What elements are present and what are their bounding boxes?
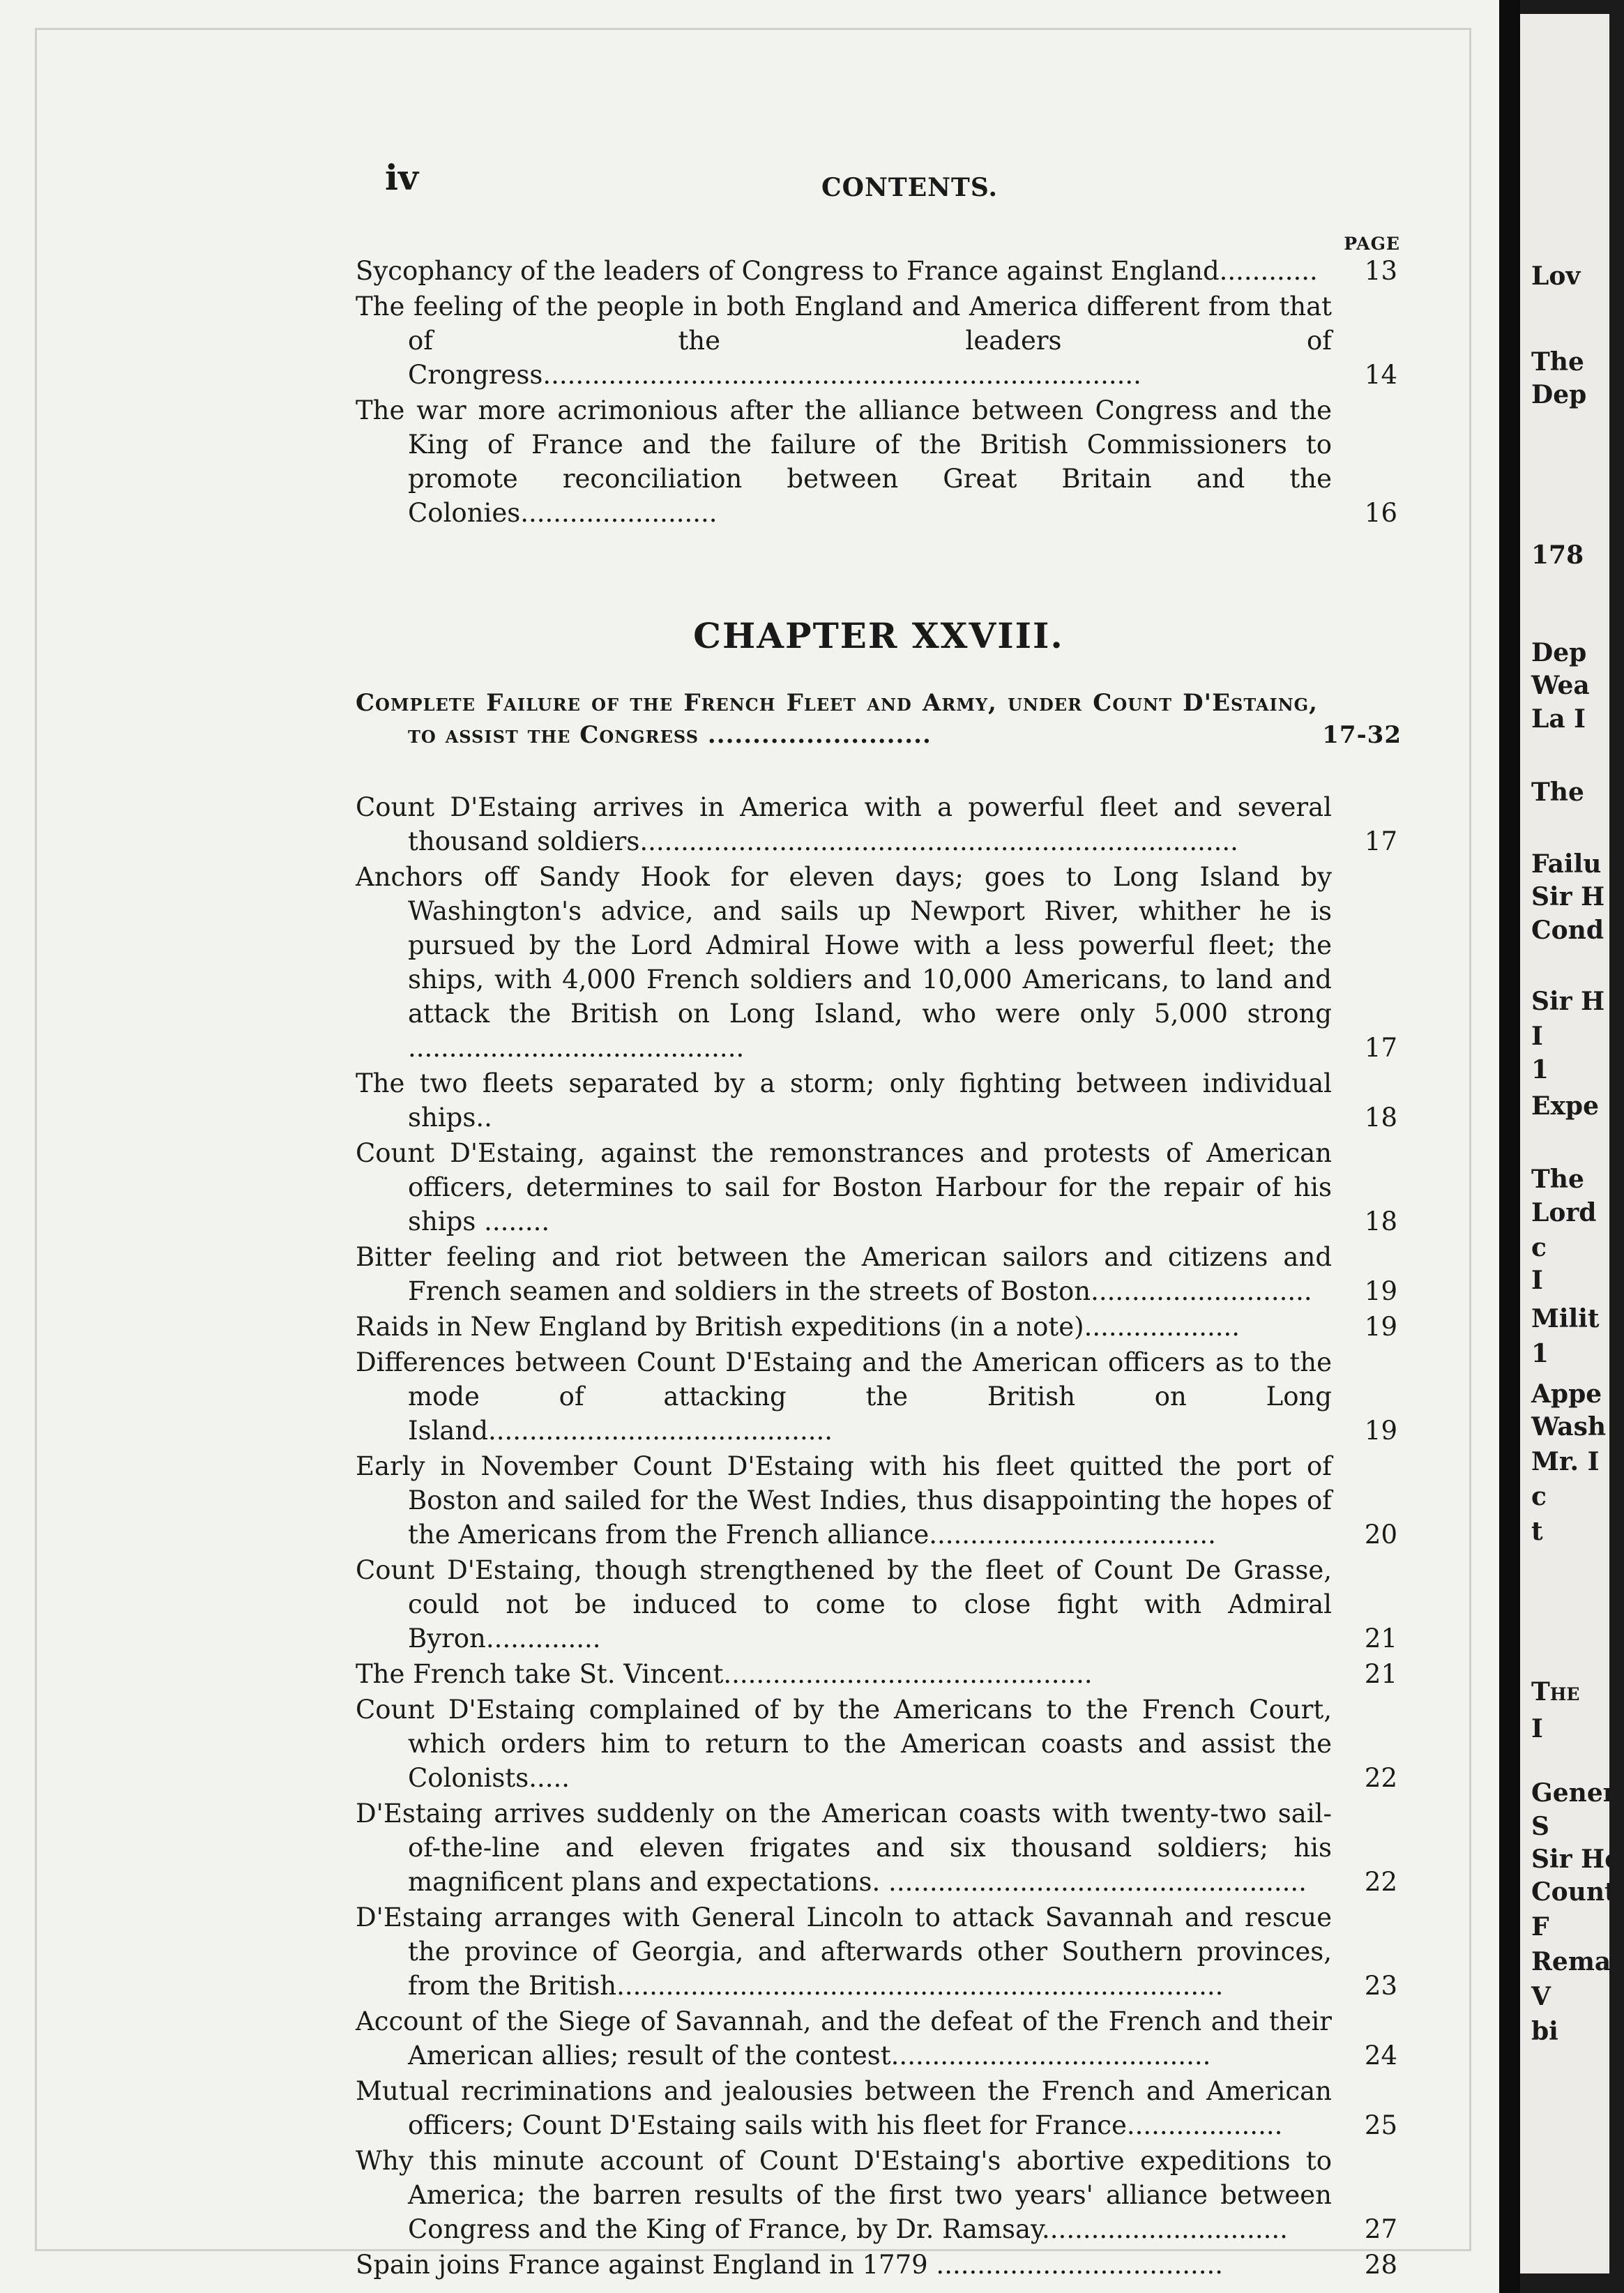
toc-entry-page: 17 [1364, 1033, 1397, 1063]
toc-entry [356, 1136, 1402, 1239]
toc-entry-page: 22 [1364, 1867, 1397, 1897]
toc-entry-page: 27 [1364, 2214, 1397, 2244]
toc-entry-page: 21 [1364, 1624, 1397, 1653]
toc-entry [356, 1066, 1402, 1135]
chapter-summary-text: Complete Failure of the French Fleet and Army, under Count D'Estaing, to assist the Congress ......................... [356, 689, 1318, 749]
toc-entry [356, 1796, 1402, 1899]
adjacent-text-fragment: La I [1531, 704, 1586, 734]
adjacent-text-fragment: Remar [1531, 1947, 1624, 1976]
toc-entry [356, 2004, 1402, 2073]
adjacent-text-fragment: F [1531, 1912, 1549, 1942]
toc-entry [356, 289, 1402, 392]
toc-entry-text: Count D'Estaing, though strengthened by the fleet of Count De Grasse, could not be induced to come to close fight with Admiral Byron.............. [356, 1555, 1332, 1653]
adjacent-text-fragment: Wash [1531, 1412, 1607, 1441]
adjacent-text-fragment: V [1531, 1982, 1551, 2011]
intro-entry-list [356, 254, 1402, 530]
adjacent-text-fragment: Lord [1531, 1198, 1597, 1227]
toc-entry-text: The war more acrimonious after the alliance between Congress and the King of France and the failure of the British Commissioners to promote reconciliation between Great Britain and the Colonies........................ [356, 395, 1332, 528]
toc-entry [356, 254, 1402, 288]
adjacent-text-fragment: c [1531, 1233, 1547, 1262]
adjacent-text-fragment: 1 [1531, 1339, 1549, 1368]
toc-entry-page: 18 [1364, 1103, 1397, 1133]
toc-entry-page: 22 [1364, 1763, 1397, 1793]
adjacent-text-fragment: Sir He [1531, 1845, 1621, 1874]
toc-entry-page: 28 [1364, 2250, 1397, 2280]
adjacent-text-fragment: Gener [1531, 1778, 1616, 1808]
adjacent-text-fragment: The [1531, 347, 1584, 377]
toc-entry [356, 1900, 1402, 2003]
adjacent-text-fragment: I [1531, 1714, 1543, 1743]
toc-entry-page: 19 [1364, 1312, 1397, 1342]
toc-entry-page: 20 [1364, 1520, 1397, 1550]
toc-entry [356, 1449, 1402, 1552]
toc-entry [356, 1310, 1402, 1344]
toc-entry-text: Differences between Count D'Estaing and the American officers as to the mode of attacking the British on Long Island.......................................... [356, 1347, 1332, 1446]
toc-entry-page: 13 [1364, 256, 1397, 286]
toc-entry-text: D'Estaing arranges with General Lincoln to attack Savannah and rescue the province of Georgia, and afterwards other Southern provinces, from the British.......................................................................... [356, 1902, 1332, 2001]
toc-entry [356, 860, 1402, 1065]
page-column-label: PAGE [1344, 234, 1400, 254]
adjacent-text-fragment: Count [1531, 1877, 1616, 1907]
adjacent-text-fragment: The [1531, 778, 1584, 807]
chapter-entry-list [356, 790, 1402, 2282]
adjacent-text-fragment: bi [1531, 2017, 1558, 2046]
toc-entry [356, 2248, 1402, 2282]
contents-body [356, 234, 1402, 2282]
toc-entry [356, 1345, 1402, 1448]
adjacent-text-fragment: Dep [1531, 380, 1587, 409]
toc-entry [356, 1240, 1402, 1308]
toc-entry-text: Sycophancy of the leaders of Congress to France against England............ [356, 256, 1318, 286]
chapter-summary-pages: 17-32 [1322, 721, 1402, 749]
toc-entry [356, 2074, 1402, 2142]
toc-entry [356, 393, 1402, 530]
adjacent-text-fragment: Sir H [1531, 987, 1605, 1016]
toc-entry-page: 16 [1364, 498, 1397, 528]
adjacent-text-fragment: Appe [1531, 1379, 1602, 1409]
adjacent-text-fragment: Mr. I [1531, 1447, 1600, 1476]
toc-entry-text: Count D'Estaing arrives in America with a powerful fleet and several thousand soldiers......................................................................... [356, 792, 1332, 856]
book-gutter [1499, 0, 1520, 2293]
toc-entry [356, 1553, 1402, 1656]
toc-entry-text: The feeling of the people in both England and America different from that of the leaders of Crongress......................................................................... [356, 292, 1332, 390]
toc-entry-page: 24 [1364, 2041, 1397, 2071]
toc-entry-text: Count D'Estaing, against the remonstrances and protests of American officers, determines to sail for Boston Harbour for the repair of his ships ........ [356, 1138, 1332, 1236]
adjacent-text-fragment: Cond [1531, 916, 1604, 945]
adjacent-text-fragment: I [1531, 1022, 1543, 1051]
toc-entry-text: Why this minute account of Count D'Estaing's abortive expeditions to America; the barren results of the first two years' alliance between Congress and the King of France, by Dr. Ramsay.............................. [356, 2146, 1332, 2244]
adjacent-text-fragment: The [1531, 1677, 1580, 1706]
toc-entry-page: 14 [1364, 360, 1397, 390]
adjacent-text-fragment: Expe [1531, 1091, 1599, 1121]
chapter-summary [356, 687, 1402, 751]
toc-entry-page: 25 [1364, 2110, 1397, 2140]
adjacent-text-fragment: Sir H [1531, 882, 1605, 911]
adjacent-text-fragment: Wea [1531, 671, 1590, 700]
adjacent-text-fragment: Milit [1531, 1304, 1600, 1333]
toc-entry-text: Bitter feeling and riot between the American sailors and citizens and French seamen and soldiers in the streets of Boston........................... [356, 1242, 1332, 1306]
toc-entry-page: 19 [1364, 1276, 1397, 1306]
toc-entry-page: 23 [1364, 1971, 1397, 2001]
toc-entry-text: Spain joins France against England in 1779 ................................... [356, 2250, 1224, 2280]
toc-entry-page: 17 [1364, 826, 1397, 856]
adjacent-text-fragment: I [1531, 1266, 1543, 1295]
toc-entry-text: D'Estaing arrives suddenly on the American coasts with twenty-two sail-of-the-line and eleven frigates and six thousand soldiers; his magnificent plans and expectations. ................................................... [356, 1799, 1332, 1897]
toc-entry-text: The French take St. Vincent............................................. [356, 1659, 1093, 1689]
toc-entry [356, 1657, 1402, 1691]
running-title: CONTENTS. [821, 173, 999, 202]
toc-entry-text: Mutual recriminations and jealousies between the French and American officers; Count D'Estaing sails with his fleet for France................... [356, 2076, 1332, 2140]
toc-entry-text: Raids in New England by British expeditions (in a note)................... [356, 1312, 1240, 1342]
chapter-heading: CHAPTER XXVIII. [693, 615, 1064, 656]
toc-entry [356, 2144, 1402, 2246]
adjacent-text-fragment: t [1531, 1517, 1543, 1546]
toc-entry-text: The two fleets separated by a storm; only fighting between individual ships.. [356, 1068, 1332, 1133]
toc-entry [356, 1693, 1402, 1795]
toc-entry-text: Account of the Siege of Savannah, and the defeat of the French and their American allies; result of the contest....................................... [356, 2006, 1332, 2071]
toc-entry-text: Early in November Count D'Estaing with his fleet quitted the port of Boston and sailed for the West Indies, thus disappointing the hopes of the Americans from the French alliance................................... [356, 1451, 1332, 1550]
toc-entry-page: 21 [1364, 1659, 1397, 1689]
adjacent-text-fragment: The [1531, 1165, 1584, 1194]
adjacent-text-fragment: S [1531, 1812, 1549, 1841]
adjacent-text-fragment: 1 [1531, 1055, 1549, 1084]
toc-entry-page: 18 [1364, 1206, 1397, 1236]
adjacent-text-fragment: Dep [1531, 638, 1587, 667]
toc-entry-page: 19 [1364, 1416, 1397, 1446]
toc-entry [356, 790, 1402, 858]
toc-entry-text: Count D'Estaing complained of by the Americans to the French Court, which orders him to return to the American coasts and assist the Colonists..... [356, 1695, 1332, 1793]
adjacent-text-fragment: c [1531, 1482, 1547, 1511]
adjacent-text-fragment: 178 [1531, 540, 1584, 570]
page-number: iv [385, 157, 419, 198]
adjacent-page-edge [1520, 14, 1624, 2273]
adjacent-text-fragment: Failu [1531, 849, 1602, 879]
adjacent-text-fragment: Lov [1531, 262, 1581, 291]
toc-entry-text: Anchors off Sandy Hook for eleven days; goes to Long Island by Washington's advice, and sails up Newport River, whither he is pursued by the Lord Admiral Howe with a less powerful fleet; the ships, with 4,000 French soldiers and 10,000 Americans, to land and attack the British on Long Island, who were only 5,000 strong ......................................... [356, 862, 1332, 1063]
